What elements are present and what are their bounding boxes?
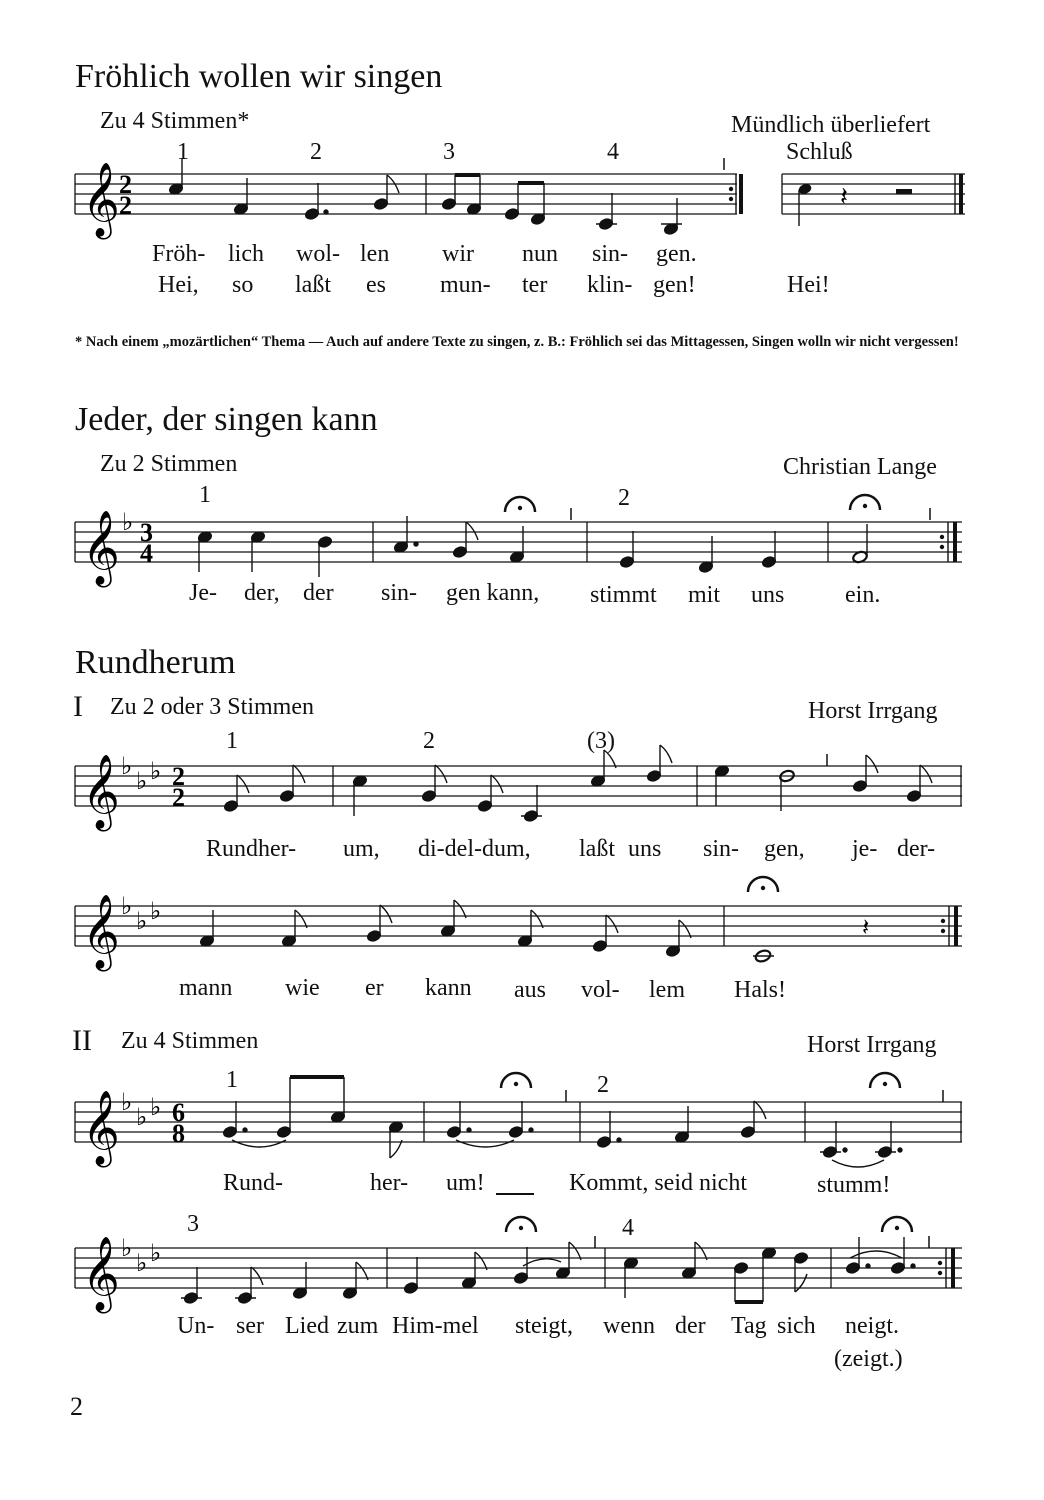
flat-icon: ♭ [121,894,133,920]
lyric: gen. [656,241,697,267]
part-author: Horst Irrgang [808,698,938,724]
lyric: ein. [845,582,881,608]
lyric: neigt. [845,1313,899,1339]
entry-number: 2 [423,728,435,754]
lyric: wol- [296,241,340,267]
entry-number: 2 [597,1072,609,1098]
lyric: klin- [587,272,633,298]
entry-number: 1 [226,728,238,754]
lyric: Hals! [734,977,786,1003]
time-sig-bottom: 2 [119,191,132,220]
alternate-lyric: (zeigt.) [834,1346,903,1372]
lyric: zum [337,1313,379,1339]
lyric: Him-mel [392,1313,479,1339]
quarter-rest-icon: 𝄽 [862,913,870,941]
entry-number: 1 [177,139,189,165]
time-sig-bottom: 4 [140,539,153,568]
treble-clef-icon: 𝄞 [82,511,120,585]
song-title-jeder: Jeder, der singen kann [75,401,378,438]
part-numeral: I [73,690,83,723]
page-number: 2 [70,1392,83,1421]
time-sig-top: 2 [172,762,185,791]
lyric: stimmt [590,582,657,608]
entry-number: 1 [226,1067,238,1093]
footnote: * Nach einem „mozärtlichen“ Thema — Auch auf andere Texte zu singen, z. B.: Fröhlich sei das Mittagessen, Singen wolln wir nicht vergessen! [75,334,959,350]
lyric: sin- [592,241,628,267]
flat-icon: ♭ [122,510,134,536]
lyric: der [303,580,334,606]
lyric: wie [285,975,320,1001]
song-author: Mündlich überliefert [731,112,931,138]
lyric: steigt, [515,1313,573,1339]
treble-clef-icon: 𝄞 [82,895,120,969]
lyric: di-del-dum, [418,836,531,862]
lyric: len [360,241,390,267]
entry-number: 4 [607,139,619,165]
lyric: Tag [731,1313,767,1339]
lyric: Je- [189,580,217,606]
flat-icon: ♭ [121,1236,133,1262]
song-subtitle: Zu 4 Stimmen* [100,108,250,134]
lyric: lich [228,241,264,267]
lyric: gen! [653,272,696,298]
lyric: der- [897,836,936,862]
flat-icon: ♭ [121,1090,133,1116]
lyric: so [232,272,254,298]
lyric: gen kann, [446,580,540,606]
song-author: Christian Lange [783,454,937,480]
entry-number: (3) [587,728,615,754]
lyric: Lied [285,1313,329,1339]
treble-clef-icon: 𝄞 [82,1091,120,1165]
time-sig-top: 6 [172,1098,185,1127]
time-sig-bottom: 8 [172,1119,185,1148]
lyric: sin- [703,836,739,862]
coda-label: Schluß [786,139,853,165]
lyric: der, [244,580,280,606]
lyric: er [365,975,384,1001]
flat-icon: ♭ [150,759,162,785]
treble-clef-icon: 𝄞 [82,755,120,829]
flat-icon: ♭ [150,899,162,925]
lyric: Kommt, seid nicht [569,1170,747,1196]
part-subtitle: Zu 4 Stimmen [121,1028,259,1054]
lyric: nun [522,241,558,267]
time-sig-top: 2 [119,170,132,199]
flat-icon: ♭ [150,1095,162,1121]
coda-lyric: Hei! [787,272,830,298]
lyric: ser [236,1313,264,1339]
entry-number: 3 [187,1211,199,1237]
entry-number: 4 [622,1215,634,1241]
lyric: wir [442,241,474,267]
lyric: vol- [581,977,620,1003]
lyric: je- [852,836,878,862]
lyric: sin- [381,580,417,606]
lyric: mann [179,975,233,1001]
treble-clef-icon: 𝄞 [82,1237,120,1311]
song-title-rundherum: Rundherum [75,644,236,681]
flat-icon: ♭ [150,1241,162,1267]
lyric: der [675,1313,706,1339]
song-subtitle: Zu 2 Stimmen [100,451,238,477]
lyric: Fröh- [152,241,206,267]
lyric: um, [343,836,380,862]
part-numeral: II [72,1024,92,1057]
lyric: mit [688,582,721,608]
song-title-froehlich: Fröhlich wollen wir singen [75,58,443,95]
part-author: Horst Irrgang [807,1032,937,1058]
treble-clef-icon: 𝄞 [82,163,120,237]
time-sig-bottom: 2 [172,783,185,812]
lyric: stumm! [817,1172,891,1198]
lyric: Rundher- [206,836,297,862]
lyric: laßt [295,272,331,298]
flat-icon: ♭ [136,769,148,795]
lyric: lem [649,977,685,1003]
entry-number: 1 [199,482,211,508]
lyric: Rund- [223,1170,283,1196]
entry-number: 3 [443,139,455,165]
flat-icon: ♭ [136,1105,148,1131]
lyric: uns [751,582,785,608]
lyric: mun- [440,272,491,298]
part-subtitle: Zu 2 oder 3 Stimmen [110,694,314,720]
lyric: kann [425,975,472,1001]
lyric: uns [628,836,662,862]
lyric: sich [777,1313,816,1339]
lyric: es [366,272,386,298]
flat-icon: ♭ [136,909,148,935]
lyric: her- [370,1170,409,1196]
flat-icon: ♭ [136,1251,148,1277]
lyric: Hei, [158,272,199,298]
entry-number: 2 [310,139,322,165]
entry-number: 2 [618,485,630,511]
flat-icon: ♭ [121,754,133,780]
quarter-rest-icon: 𝄽 [840,182,848,212]
lyric: ter [522,272,548,298]
lyric: wenn [603,1313,655,1339]
time-sig-top: 3 [140,518,153,547]
lyric: aus [514,977,546,1003]
lyric: um! [446,1170,485,1196]
lyric: Un- [177,1313,215,1339]
lyric: gen, [764,836,805,862]
lyric: laßt [579,836,615,862]
